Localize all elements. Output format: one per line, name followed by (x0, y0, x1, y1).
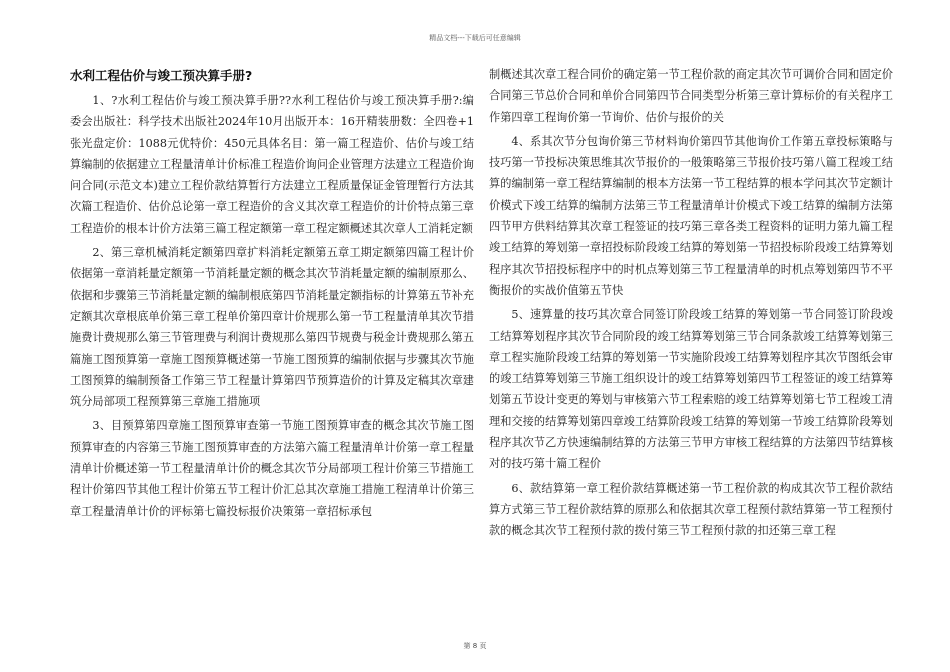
paragraph-6: 6、款结算第一章工程价款结算概述第一节工程价款的构成其次节工程价款结算方式第三节工程价款结算的原那么和依据其次章工程预付款结算第一节工程预付款的概念其次节工程预付款的拨付第三节工程预付款的扣还第三章工程 (489, 481, 893, 538)
right-column (489, 64, 893, 545)
paragraph-2: 2、第三章机械消耗定额第四章扩料消耗定额第五章工期定额第四篇工程计价依据第一章消耗量定额第一节消耗量定额的概念其次节消耗量定额的编制原那么、依据和步骤第三节消耗量定额的编制根底第四节消耗量定额指标的计算第五节补充定额其次章根底单价第三章工程单价第四章计价规那么第一节工程量清单其次节措施费计费规那么第三节管理费与利润计费规那么第四节规费与税金计费规那么第五篇施工图预算第一章施工图预算概述第一节施工图预算的编制依据与步骤其次节施工图预算的编制预备工作第三节工程量计算第四节预算造价的计算及定稿其次章建筑分局部项工程预算第三章施工措施项 (70, 246, 474, 409)
paragraph-3-continued: 制概述其次章工程合同价的确定第一节工程价款的商定其次节可调价合同和固定价合同第三节总价合同和单价合同第四节合同类型分析第三章计算标价的有关程序工作第四章工程询价第一节询价、估价与报价的关 (489, 68, 893, 124)
left-column (70, 62, 474, 525)
paragraph-4: 4、系其次节分包询价第三节材料询价第四节其他询价工作第五章投标策略与技巧第一节投标决策思维其次节报价的一般策略第三节报价技巧第八篇工程竣工结算的编制第一章工程结算编制的根本方法第一节工程结算的根本学问其次节定额计价模式下竣工结算的编制方法第三节工程量清单计价模式下竣工结算的编制方法第四节甲方供料结算其次章工程签证的技巧第三章各类工程资料的证明力第九篇工程竣工结算的筹划第一章招投标阶段竣工结算的筹划第一节招投标阶段竣工结算筹划程序其次节招投标程序中的时机点筹划第三节工程量清单的时机点筹划第四节不平衡报价的实战价值第五节快 (489, 134, 893, 297)
document-title: 水利工程估价与竣工预决算手册? (70, 68, 253, 83)
paragraph-1: 1、?水利工程估价与竣工预决算手册??水利工程估价与竣工预决算手册?:编委会出版社：科学技术出版社2024年10月出版开本：16开精装册数：全四卷+1张光盘定价：1088元优特价：450元具体名目：第一篇工程造价、估价与竣工结算编制的依据建立工程量清单计价标准工程造价询问企业管理方法建立工程造价询问合同(示范文本)建立工程价款结算暂行方法建立工程质量保证金管理暂行方法其次篇工程造价、估价总论第一章工程造价的含义其次章工程造价的计价特点第三章工程造价的根本计价方法第三篇工程定额第一章工程定额概述其次章人工消耗定额 (70, 94, 474, 235)
paragraph-3: 3、目预算第四章施工图预算审查第一节施工图预算审查的概念其次节施工图预算审查的内容第三节施工图预算审查的方法第六篇工程量清单计价第一章工程量清单计价概述第一节工程量清单计价的概念其次节分局部项工程计价第三节措施工程计价第四节其他工程计价第五节工程计价汇总其次章施工措施工程清单计价第三章工程量清单计价的评标第七篇投标报价决策第一章招标承包 (70, 419, 474, 518)
page-number: 第 8 页 (463, 642, 487, 650)
page-header: 精品文档---下载后可任意编辑 (429, 34, 521, 42)
paragraph-5: 5、速算量的技巧其次章合同签订阶段竣工结算的筹划第一节合同签订阶段竣工结算筹划程序其次节合同阶段的竣工结算筹划第三节合同条款竣工结算筹划第三章工程实施阶段竣工结算的筹划第一节实施阶段竣工结算筹划程序其次节图纸会审的竣工结算筹划第三节施工组织设计的竣工结算筹划第四节工程签证的竣工结算筹划第五节设计变更的筹划与审核第六节工程索赔的竣工结算筹划第七节工程竣工清理和交接的结算筹划第四章竣工结算阶段竣工结算的筹划第一节竣工结算阶段筹划程序其次节乙方快速编制结算的方法第三节甲方审核工程结算的方法第四节结算核对的技巧第十篇工程价 (489, 308, 893, 471)
